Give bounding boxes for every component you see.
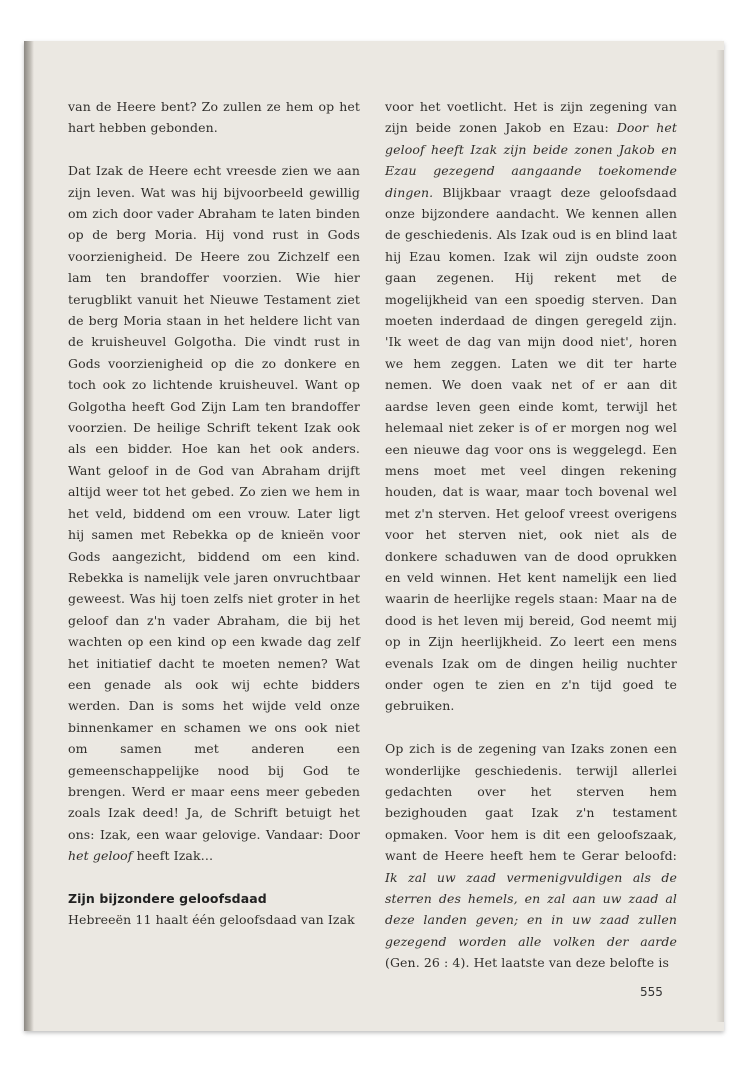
left-paragraph-1: van de Heere bent? Zo zullen ze hem op het hart hebben gebonden. bbox=[68, 99, 360, 136]
left-paragraph-2-italic: het geloof bbox=[68, 848, 133, 864]
left-paragraph-2 bbox=[68, 160, 360, 866]
page-number: 555 bbox=[640, 985, 663, 999]
right-paragraph-1-start: voor het voetlicht. Het is zijn zegening van zijn beide zonen Jakob en Ezau: bbox=[385, 99, 677, 136]
right-paragraph-1-end: Blijkbaar vraagt deze geloofsdaad onze bijzondere aandacht. We kennen allen de geschiedenis. Als Izak oud is en blind laat hij Ezau komen. Izak wil zijn oudste zoon gaan zegenen. Hij rekent met de mogelijkheid van een spoedig sterven. Dan moeten inderdaad de dingen geregeld zijn. 'Ik weet de dag van mijn dood niet', horen we hem zeggen. Laten we dit ter harte nemen. We doen vaak net of er aan dit aardse leven geen einde komt, terwijl het helemaal niet zeker is of er morgen nog wel een nieuwe dag voor ons is weggelegd. Een mens moet met veel dingen rekening houden, dat is waar, maar toch bovenal wel met z'n sterven. Het geloof vreest overigens voor het sterven niet, ook niet als de donkere schaduwen van de dood oprukken en veld winnen. Het kent namelijk een lied waarin de heerlijke regels staan: Maar na de dood is het leven mij bereid, God neemt mij op in Zijn heerlijkheid. Zo leert een mens evenals Izak om de dingen heilig nuchter onder ogen te zien en z'n tijd goed te gebruiken. bbox=[385, 184, 677, 714]
left-paragraph-2-text: Dat Izak de Heere echt vreesde zien we aan zijn leven. Wat was hij bijvoorbeeld gewillig om zich door vader Abraham te laten binden op de berg Moria. Hij vond rust in Gods voorzienigheid. De Heere zou Zichzelf een lam ten brandoffer voorzien. Wie hier terugblikt vanuit het Nieuwe Testament ziet de berg Moria staan in het heldere licht van de kruisheuvel Golgotha. Die vindt rust in Gods voorzienigheid op die zo donkere en toch ook zo lichtende kruisheuvel. Want op Golgotha heeft God Zijn Lam ten brandoffer voorzien. De heilige Schrift tekent Izak ook als een bidder. Hoe kan het ook anders. Want geloof in de God van Abraham drijft altijd weer tot het gebed. Zo zien we hem in het veld, biddend om een vrouw. Later ligt hij samen met Rebekka op de knieën voor Gods aangezicht, biddend om een kind. Rebekka is namelijk vele jaren onvruchtbaar geweest. Was hij toen zelfs niet groter in het geloof dan z'n vader Abraham, die bij het wachten op een kind op een kwade dag zelf het initiatief dacht te moeten nemen? Wat een genade als ook wij echte bidders werden. Dan is soms het wijde veld onze binnenkamer en schamen we ons ook niet om samen met anderen een gemeenschappelijke nood bij God te brengen. Werd er maar eens meer gebeden zoals Izak deed! Ja, de Schrift betuigt het ons: Izak, een waar gelovige. Vandaar: Door bbox=[68, 163, 360, 842]
right-paragraph-1-italic: Door het geloof heeft Izak zijn beide zonen Jakob en Ezau gezegend aangaande toekomende dingen. bbox=[385, 120, 678, 200]
section-heading: Zijn bijzondere geloofsdaad bbox=[68, 891, 267, 906]
page-edge bbox=[716, 50, 724, 1022]
right-paragraph-2-start: Op zich is de zegening van Izaks zonen een wonderlijke geschiedenis. terwijl allerlei gedachten over het sterven hem bezighouden gaat Izak z'n testament opmaken. Voor hem is dit een geloofszaak, want de Heere heeft hem te Gerar beloofd: bbox=[385, 741, 677, 864]
right-paragraph-2 bbox=[385, 738, 677, 973]
right-paragraph-2-italic: Ik zal uw zaad vermenigvuldigen als de sterren des hemels, en zal aan uw zaad al deze landen geven; en in uw zaad zullen gezegend worden alle volken der aarde bbox=[385, 869, 677, 949]
left-paragraph-2-end: heeft Izak… bbox=[136, 848, 214, 864]
left-column bbox=[68, 96, 360, 931]
right-column bbox=[385, 96, 677, 974]
right-paragraph-1 bbox=[385, 96, 677, 717]
left-paragraph-3: Hebreeën 11 haalt één geloofsdaad van Izak bbox=[68, 912, 355, 928]
book-binding bbox=[24, 41, 34, 1031]
right-paragraph-2-end: (Gen. 26 : 4). Het laatste van deze belofte is bbox=[385, 955, 669, 971]
